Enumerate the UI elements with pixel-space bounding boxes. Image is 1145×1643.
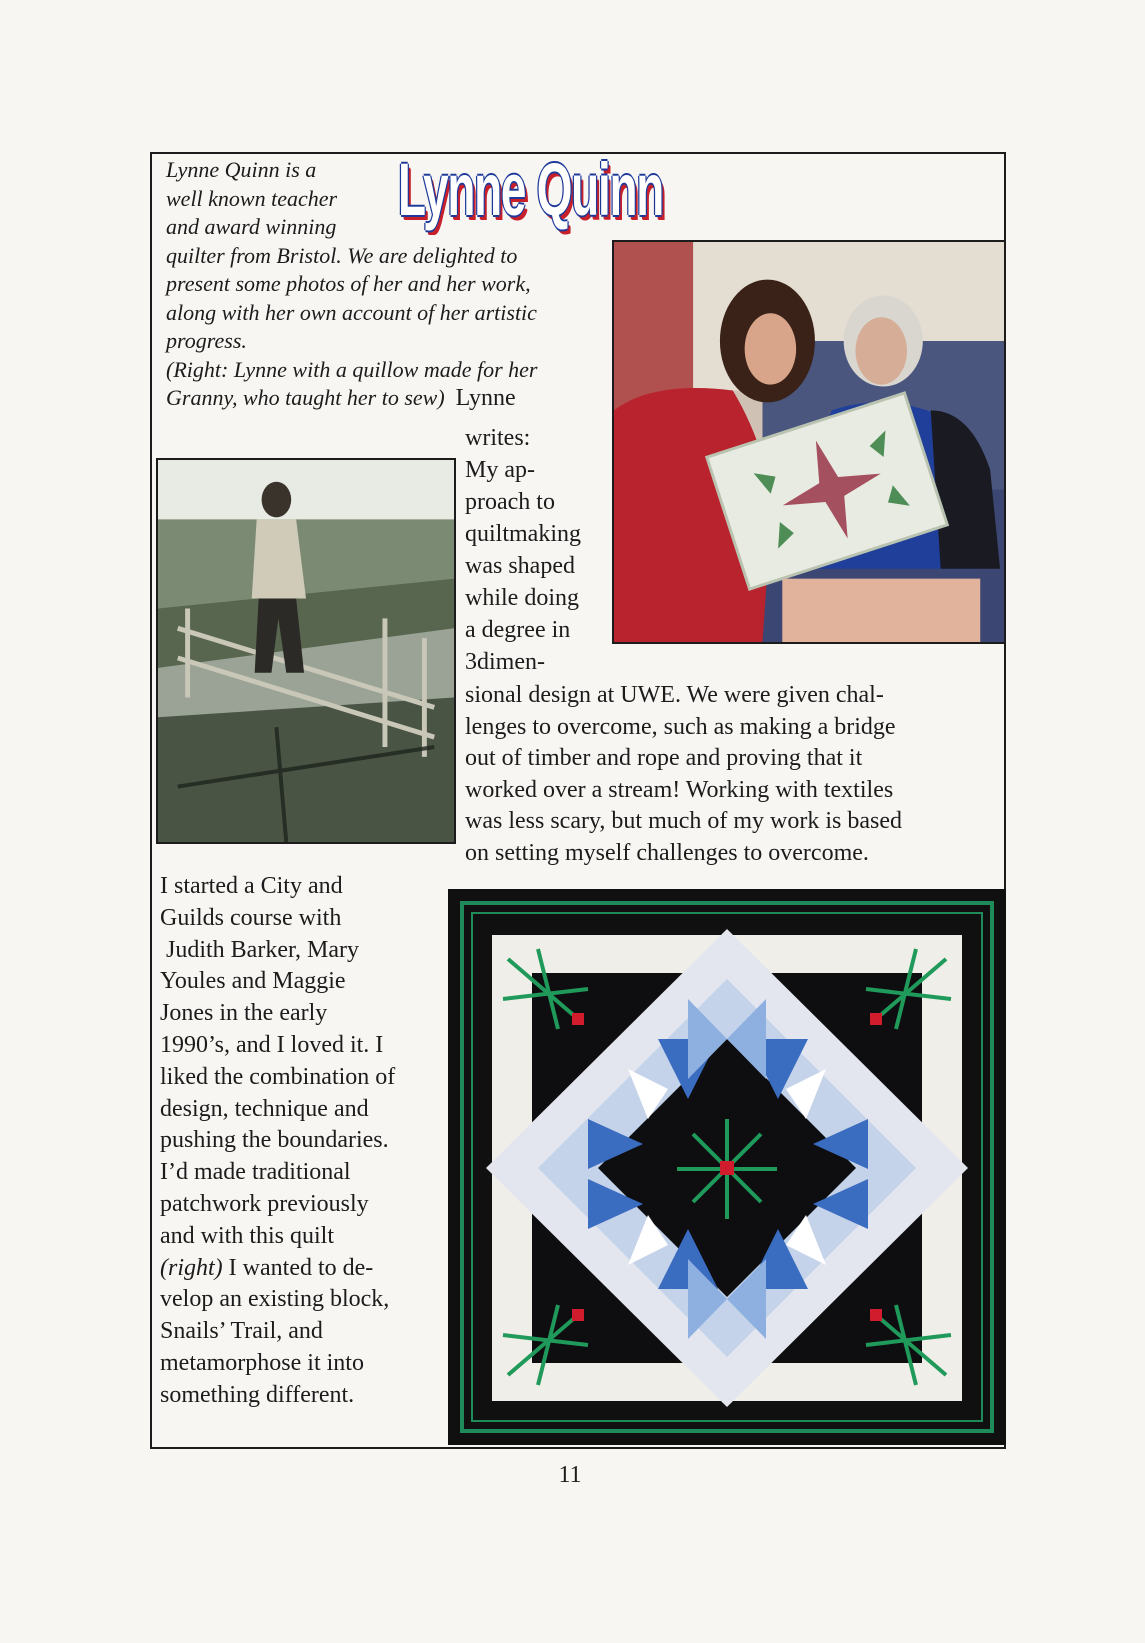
text-line: sional design at UWE. We were given chal- xyxy=(465,682,884,708)
intro-line: progress. xyxy=(166,328,247,353)
intro-line: Lynne Quinn is a xyxy=(166,157,317,182)
text-line: 3dimen- xyxy=(465,649,545,675)
intro-line: quilter from Bristol. We are delighted to xyxy=(166,242,518,268)
photo-bridge-over-stream xyxy=(156,458,456,844)
text-line: and with this quilt xyxy=(160,1222,334,1249)
wide-column-text xyxy=(465,680,1005,869)
text-line: velop an existing block, xyxy=(160,1286,390,1313)
text-line: on setting myself challenges to overcome. xyxy=(465,839,869,866)
text-line: Guilds course with xyxy=(160,904,342,931)
title-first: Lynne xyxy=(398,148,526,231)
narrow-column-text xyxy=(465,422,615,678)
intro-line: present some photos of her and her work, xyxy=(166,271,531,296)
text-line: out of timber and rope and proving that it xyxy=(465,745,863,771)
text-line: 1990’s, and I loved it. I xyxy=(160,1031,384,1058)
text-line: writes: xyxy=(465,425,531,451)
text-line: quiltmaking xyxy=(465,521,581,547)
text-line: metamorphose it into xyxy=(160,1349,364,1376)
text-line: design, technique and xyxy=(160,1095,369,1122)
text-line: I started a City and xyxy=(160,873,343,899)
text-line: Judith Barker, Mary xyxy=(160,936,359,963)
intro-line: well known teacher xyxy=(166,185,338,211)
right-reference: (right) xyxy=(160,1254,223,1281)
intro-line: Granny, who taught her to sew) xyxy=(166,385,445,410)
text-line: a degree in xyxy=(465,617,571,643)
text-line: liked the combination of xyxy=(160,1063,396,1090)
left-column-text xyxy=(160,871,450,1412)
text-line: I’d made traditional xyxy=(160,1159,351,1186)
text-line: was less scary, but much of my work is based xyxy=(465,808,903,834)
intro-tail: Lynne xyxy=(455,385,516,411)
text-line: worked over a stream! Working with textiles xyxy=(465,776,894,803)
text-line: pushing the boundaries. xyxy=(160,1127,389,1154)
photo-lynne-with-granny xyxy=(612,240,1006,644)
photo-snails-trail-quilt xyxy=(448,889,1006,1445)
text-line: Jones in the early xyxy=(160,1000,328,1027)
page-number: 11 xyxy=(558,1462,582,1488)
intro-text xyxy=(166,156,606,413)
intro-line: and award winning xyxy=(166,214,337,239)
text-line: was shaped xyxy=(465,553,575,579)
intro-line: (Right: Lynne with a quillow made for her xyxy=(166,356,538,382)
text-line: lenges to overcome, such as making a bridge xyxy=(465,713,896,740)
text-line: something different. xyxy=(160,1381,355,1408)
title-second: Quinn xyxy=(536,148,664,231)
text-line: I wanted to de- xyxy=(222,1254,374,1281)
text-line: My ap- xyxy=(465,457,535,483)
intro-line: along with her own account of her artistic xyxy=(166,299,537,325)
text-line: while doing xyxy=(465,585,579,611)
text-line: Youles and Maggie xyxy=(160,968,346,995)
text-line: proach to xyxy=(465,489,555,515)
text-line: patchwork previously xyxy=(160,1190,369,1217)
text-line: Snails’ Trail, and xyxy=(160,1318,323,1345)
